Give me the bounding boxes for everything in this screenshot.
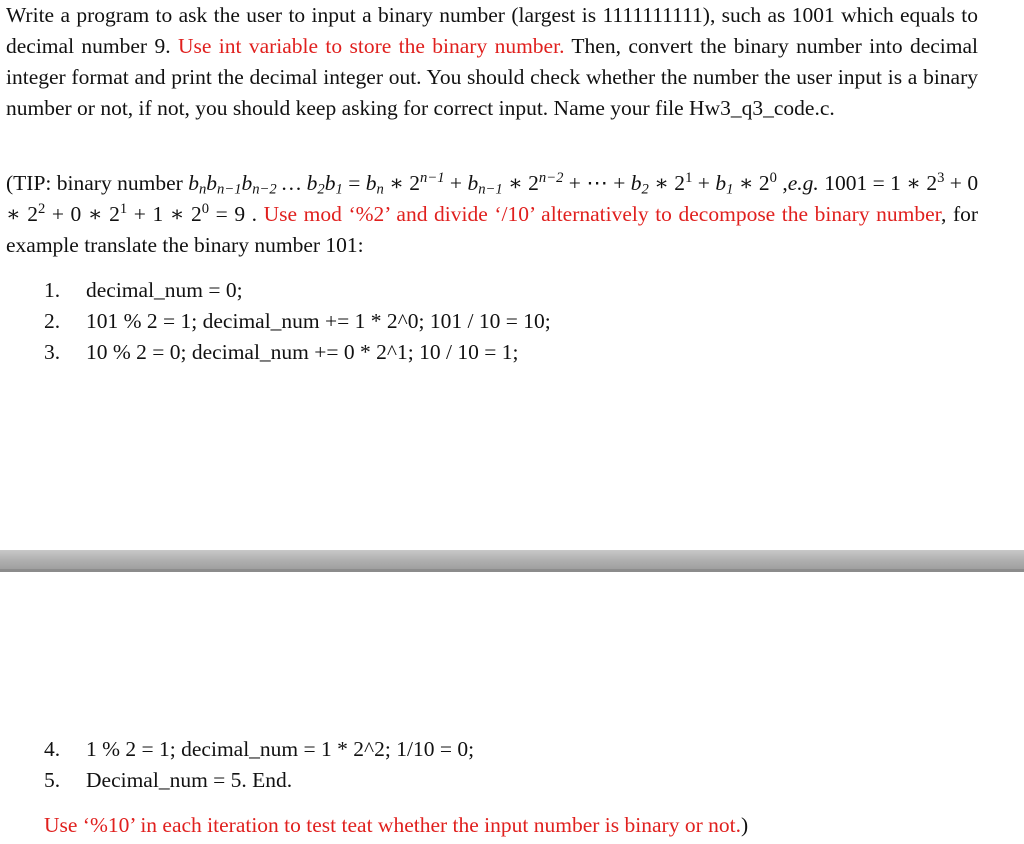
step-text: decimal_num = 0; [86, 278, 243, 302]
tip-lead: (TIP: binary number [6, 171, 189, 195]
tip-paragraph [6, 168, 978, 261]
tip-red-2: alternatively to decompose the binary number [541, 202, 941, 226]
step-text: 101 % 2 = 1; decimal_num += 1 * 2^0; 101 / 10 = 10; [86, 309, 551, 333]
step-text: Decimal_num = 5. End. [86, 768, 293, 792]
step-number: 2. [44, 309, 61, 333]
step-number: 1. [44, 278, 61, 302]
closing-red-text: Use ‘%10’ in each iteration to test teat whether the input number is binary or not. [44, 813, 741, 837]
problem-statement [6, 0, 978, 124]
list-item [44, 765, 474, 796]
step-number: 4. [44, 737, 61, 761]
tip-red-1: Use mod ‘%2’ and divide ‘/10’ [263, 202, 535, 226]
list-item [44, 275, 551, 306]
tip-formula: $b_nb_{n-1}b_{n-2}$ … $b_2b_1 = b_n$ ∗ $2^{n-1} + b_{n-1}$ ∗ $2^{n-2}$ + ⋯ + $b_2$ ∗ $2^1 + b_1$ ∗ $2^0$ ,e.g. 1001 = 1 ∗ $2^3 + 0$ ∗ $2^2 + 0$ ∗ $2^1 + 1$ ∗ $2^0 = 9$ . [6, 169, 979, 226]
page-separator [0, 550, 1024, 572]
steps-list-bottom [44, 734, 474, 796]
step-text: 1 % 2 = 1; decimal_num = 1 * 2^2; 1/10 = 0; [86, 737, 475, 761]
list-item [44, 306, 551, 337]
problem-text-red: Use int variable to store the binary number. [177, 34, 565, 58]
closing-note [44, 810, 1004, 841]
problem-text-1: Write a program to ask the user to input a binary number (largest is 1111111111), such as 1001 which equals to decimal number 9. [6, 3, 978, 58]
step-text: 10 % 2 = 0; decimal_num += 0 * 2^1; 10 / 10 = 1; [86, 340, 519, 364]
steps-list-top [44, 275, 551, 368]
step-number: 5. [44, 768, 61, 792]
tip-tail: , for example translate the binary number 101: [6, 202, 979, 257]
list-item [44, 337, 551, 368]
list-item [44, 734, 474, 765]
closing-paren: ) [740, 813, 749, 837]
step-number: 3. [44, 340, 61, 364]
problem-text-2: Then, convert the binary number into decimal integer format and print the decimal integer out. You should check whether the number the user input is a binary number or not, if not, you should keep asking for correct input. Name your file Hw3_q3_code.c. [6, 34, 978, 120]
